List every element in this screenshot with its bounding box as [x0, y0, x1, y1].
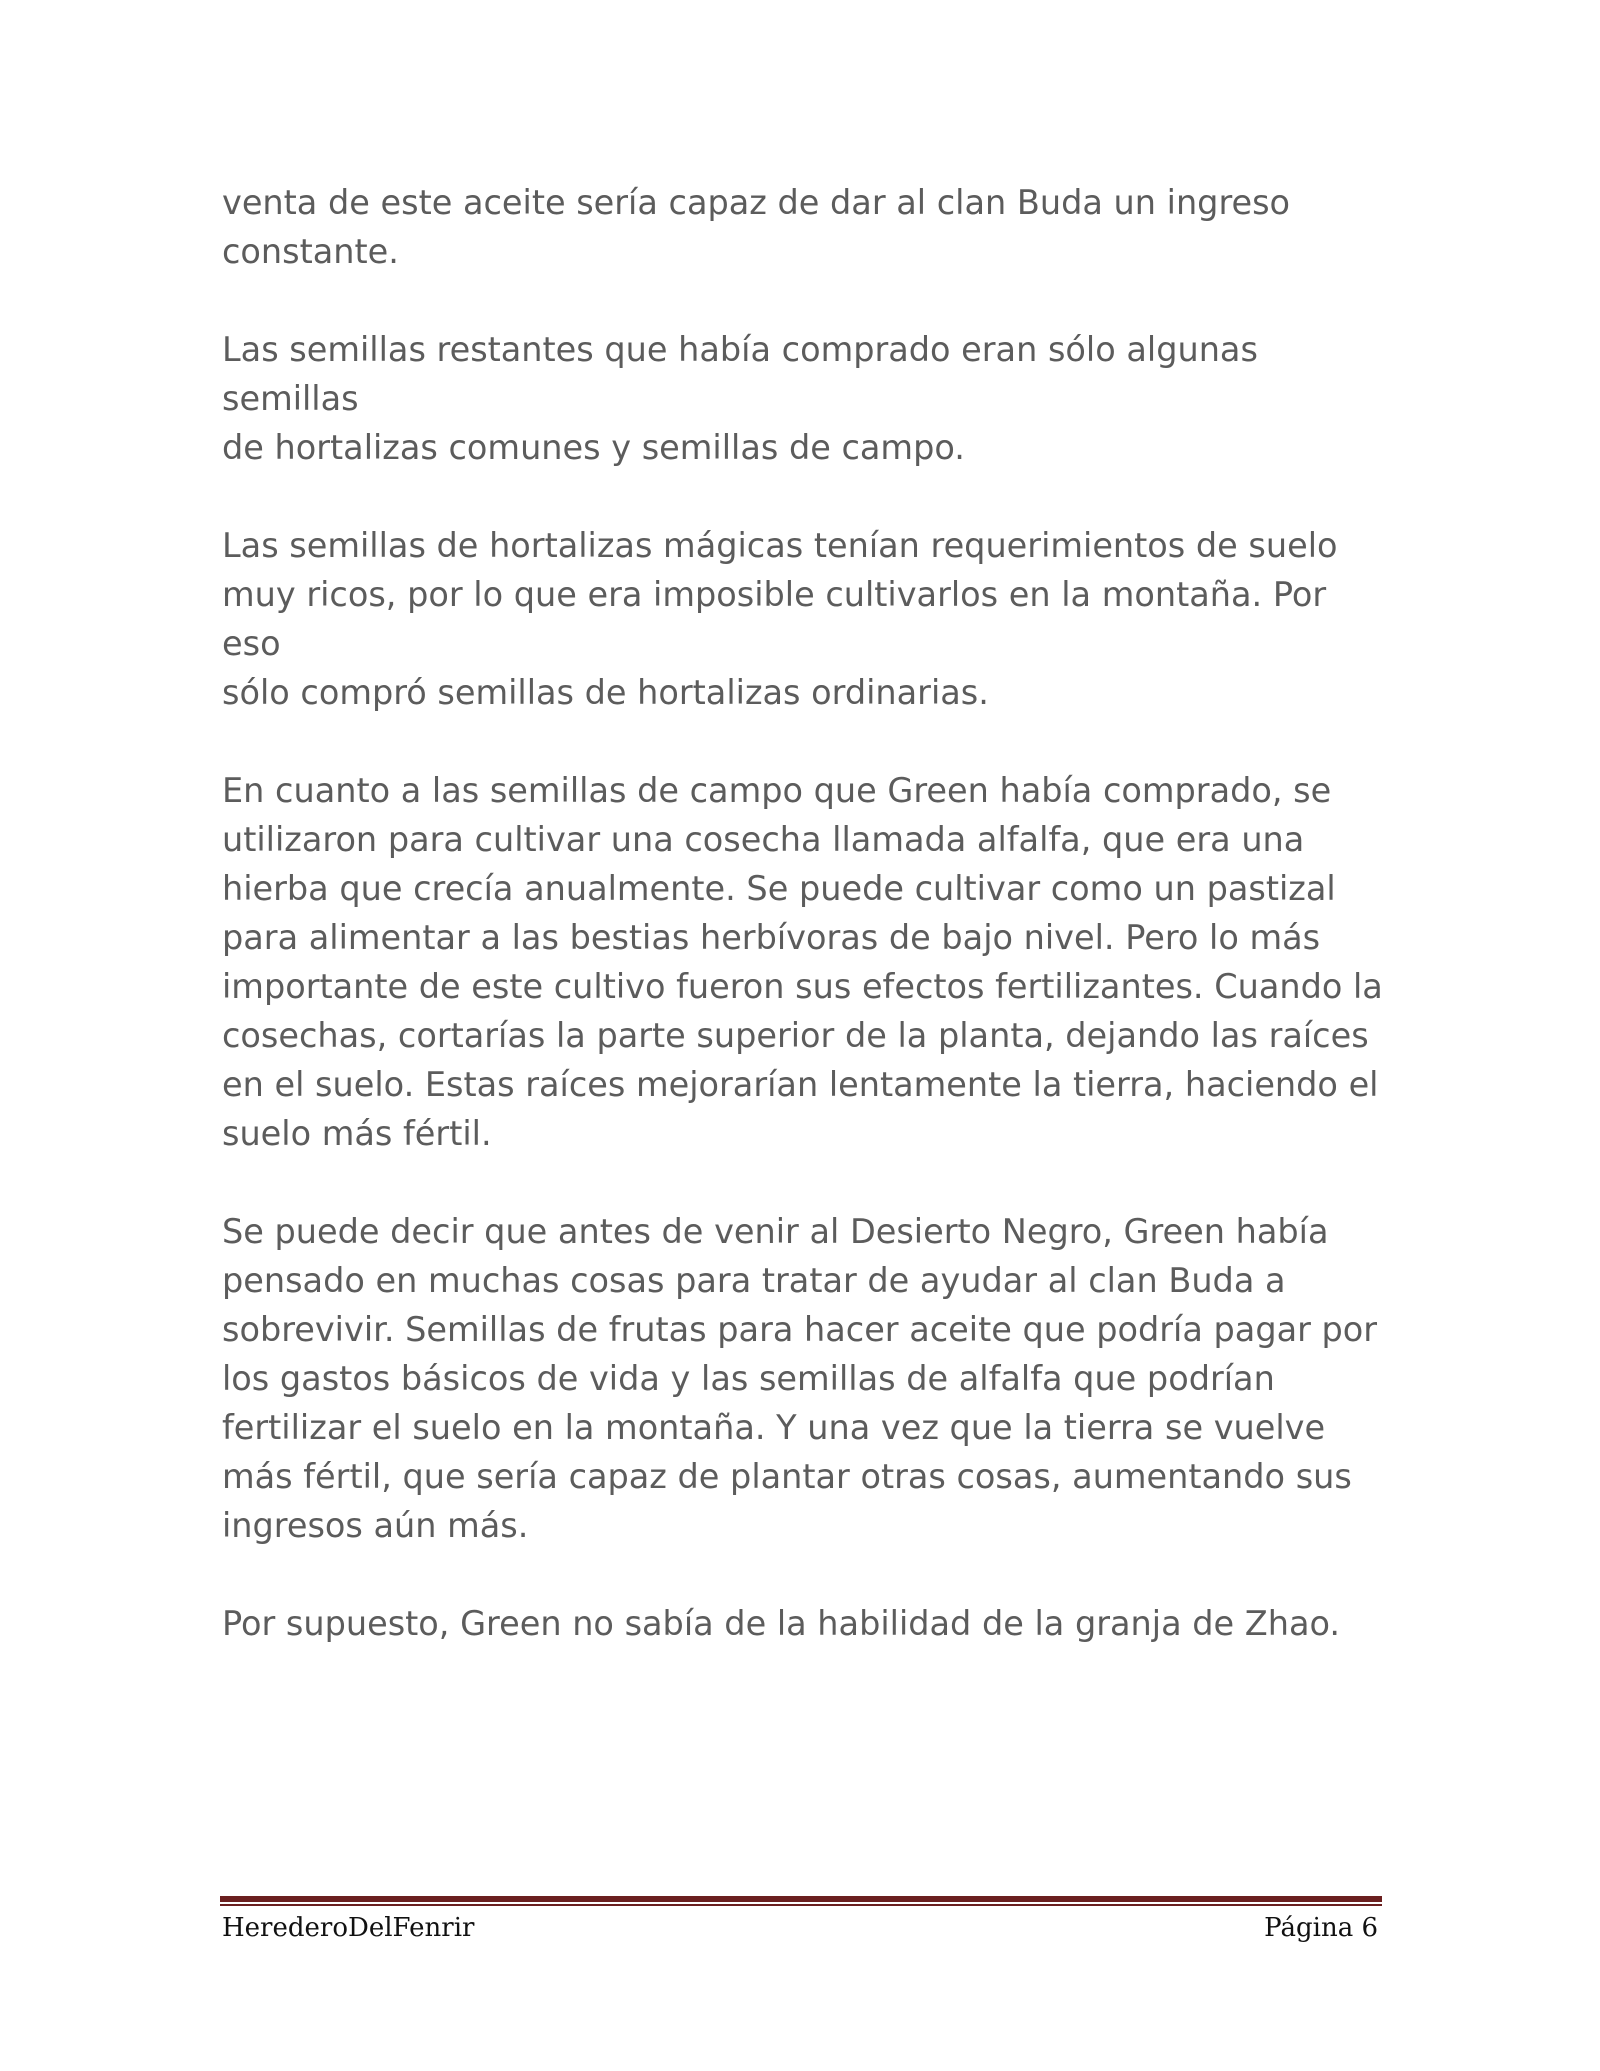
paragraph: Las semillas de hortalizas mágicas tenían requerimientos de suelo muy ricos, por lo que era imposible cultivarlos en la montaña. Por eso sólo compró semillas de hortalizas ordinarias.: [222, 526, 1338, 712]
footer-divider-thick: [220, 1896, 1382, 1902]
footer-page-number: Página 6: [1264, 1913, 1378, 1943]
footer-divider-thin: [220, 1904, 1382, 1906]
footer-author: HerederoDelFenrir: [222, 1913, 475, 1943]
paragraph: Se puede decir que antes de venir al Desierto Negro, Green había pensado en muchas cosas para tratar de ayudar al clan Buda a sobrevivir. Semillas de frutas para hacer aceite que podría pagar por los gastos básicos de vida y las semillas de alfalfa que podrían fertilizar el suelo en la montaña. Y una vez que la tierra se vuelve más fértil, que sería capaz de plantar otras cosas, aumentando sus ingresos aún más.: [222, 1212, 1378, 1545]
body-text: [222, 178, 1392, 1697]
paragraph: Por supuesto, Green no sabía de la habilidad de la granja de Zhao.: [222, 1604, 1341, 1643]
footer-divider: [220, 1896, 1382, 1906]
paragraph: Las semillas restantes que había comprado eran sólo algunas semillas de hortalizas comunes y semillas de campo.: [222, 330, 1258, 467]
paragraph: venta de este aceite sería capaz de dar al clan Buda un ingreso constante.: [222, 183, 1291, 271]
paragraph: En cuanto a las semillas de campo que Green había comprado, se utilizaron para cultivar una cosecha llamada alfalfa, que era una hierba que crecía anualmente. Se puede cultivar como un pastizal para alimentar a las bestias herbívoras de bajo nivel. Pero lo más importante de este cultivo fueron sus efectos fertilizantes. Cuando la cosechas, cortarías la parte superior de la planta, dejando las raíces en el suelo. Estas raíces mejorarían lentamente la tierra, haciendo el suelo más fértil.: [222, 771, 1383, 1153]
